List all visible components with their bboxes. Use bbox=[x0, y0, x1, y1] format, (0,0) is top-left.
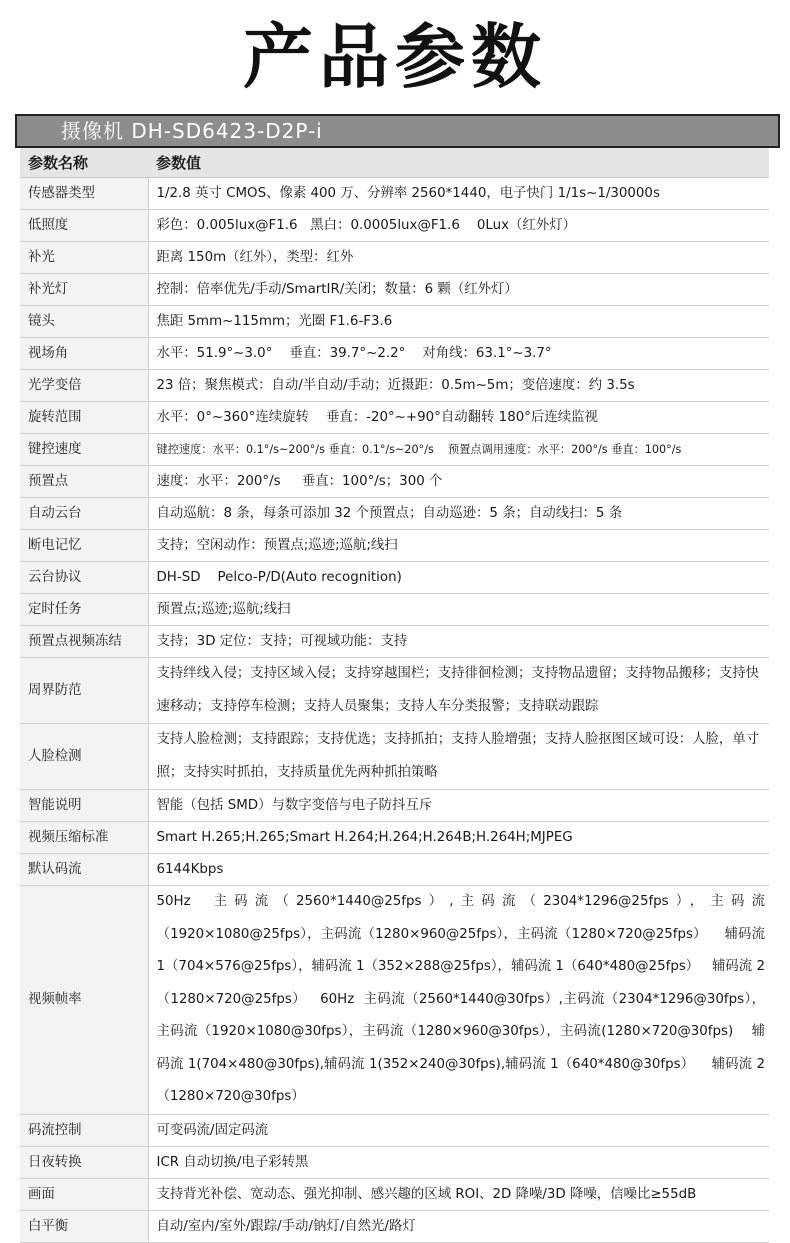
param-name: 补光灯 bbox=[20, 274, 148, 306]
param-value: 1/2.8 英寸 CMOS、像素 400 万、分辨率 2560*1440，电子快门 1/1s~1/30000s bbox=[148, 178, 769, 210]
table-row bbox=[20, 338, 769, 370]
table-row bbox=[20, 594, 769, 626]
table-row bbox=[20, 658, 769, 724]
table-row bbox=[20, 562, 769, 594]
table-row bbox=[20, 790, 769, 822]
param-name: 码流控制 bbox=[20, 1114, 148, 1146]
page-title: 产品参数 bbox=[243, 16, 547, 98]
param-name: 镜头 bbox=[20, 306, 148, 338]
header-param-value: 参数值 bbox=[148, 148, 769, 178]
param-value: 支持绊线入侵；支持区域入侵；支持穿越围栏；支持徘徊检测；支持物品遗留；支持物品搬移；支持快速移动；支持停车检测；支持人员聚集；支持人车分类报警；支持联动跟踪 bbox=[148, 658, 769, 724]
param-name: 传感器类型 bbox=[20, 178, 148, 210]
param-name: 预置点视频冻结 bbox=[20, 626, 148, 658]
param-name: 定时任务 bbox=[20, 594, 148, 626]
param-name: 智能说明 bbox=[20, 790, 148, 822]
param-name: 日夜转换 bbox=[20, 1146, 148, 1178]
param-name: 默认码流 bbox=[20, 854, 148, 886]
param-value: 支持；3D 定位：支持；可视域功能：支持 bbox=[148, 626, 769, 658]
param-value: 键控速度：水平：0.1°/s~200°/s 垂直：0.1°/s~20°/s 预置点调用速度：水平：200°/s 垂直：100°/s bbox=[148, 434, 769, 466]
param-name: 白平衡 bbox=[20, 1210, 148, 1242]
param-value: 彩色：0.005lux@F1.6 黑白：0.0005lux@F1.6 0Lux（红外灯） bbox=[148, 210, 769, 242]
param-value: 控制：倍率优先/手动/SmartIR/关闭；数量：6 颗（红外灯） bbox=[148, 274, 769, 306]
table-row bbox=[20, 626, 769, 658]
param-value: 预置点;巡迹;巡航;线扫 bbox=[148, 594, 769, 626]
param-name: 视频压缩标准 bbox=[20, 822, 148, 854]
param-name: 云台协议 bbox=[20, 562, 148, 594]
param-value: ICR 自动切换/电子彩转黑 bbox=[148, 1146, 769, 1178]
table-row bbox=[20, 306, 769, 338]
table-row bbox=[20, 822, 769, 854]
param-name: 键控速度 bbox=[20, 434, 148, 466]
table-row bbox=[20, 466, 769, 498]
param-value: 50Hz 主码流（2560*1440@25fps）,主码流（2304*1296@25fps），主码流（1920×1080@25fps），主码流（1280×960@25fps），主码流（1280×720@25fps） 辅码流 1（704×576@25fps），辅码流 1（352×288@25fps），辅码流 1（640*480@25fps） 辅码流 2（1280×720@25fps） 60Hz 主码流（2560*1440@30fps）,主码流（2304*1296@30fps），主码流（1920×1080@30fps），主码流（1280×960@30fps），主码流(1280×720@30fps) 辅码流 1(704×480@30fps),辅码流 1(352×240@30fps),辅码流 1（640*480@30fps） 辅码流 2（1280×720@30fps） bbox=[148, 886, 769, 1115]
table-row bbox=[20, 498, 769, 530]
param-name: 人脸检测 bbox=[20, 724, 148, 790]
table-row bbox=[20, 1210, 769, 1242]
param-value: 支持；空闲动作：预置点;巡迹;巡航;线扫 bbox=[148, 530, 769, 562]
param-value: 水平：0°~360°连续旋转 垂直：-20°~+90°自动翻转 180°后连续监视 bbox=[148, 402, 769, 434]
param-value: 距离 150m（红外），类型：红外 bbox=[148, 242, 769, 274]
table-row bbox=[20, 274, 769, 306]
param-value: DH-SD Pelco-P/D(Auto recognition) bbox=[148, 562, 769, 594]
param-name: 视场角 bbox=[20, 338, 148, 370]
param-name: 视频帧率 bbox=[20, 886, 148, 1115]
table-row bbox=[20, 1114, 769, 1146]
param-value: 支持人脸检测；支持跟踪；支持优选；支持抓拍；支持人脸增强；支持人脸抠图区域可设：人脸，单寸照；支持实时抓拍，支持质量优先两种抓拍策略 bbox=[148, 724, 769, 790]
param-name: 自动云台 bbox=[20, 498, 148, 530]
param-name: 周界防范 bbox=[20, 658, 148, 724]
table-row bbox=[20, 178, 769, 210]
model-banner: 摄像机 DH-SD6423-D2P-i bbox=[15, 114, 780, 148]
param-value: 可变码流/固定码流 bbox=[148, 1114, 769, 1146]
table-row bbox=[20, 530, 769, 562]
table-row bbox=[20, 210, 769, 242]
table-row bbox=[20, 402, 769, 434]
table-row bbox=[20, 724, 769, 790]
table-row bbox=[20, 1178, 769, 1210]
param-value: 自动/室内/室外/跟踪/手动/钠灯/自然光/路灯 bbox=[148, 1210, 769, 1242]
param-name: 低照度 bbox=[20, 210, 148, 242]
param-value: 速度：水平：200°/s 垂直：100°/s；300 个 bbox=[148, 466, 769, 498]
table-row bbox=[20, 886, 769, 1115]
param-value: 智能（包括 SMD）与数字变倍与电子防抖互斥 bbox=[148, 790, 769, 822]
param-name: 光学变倍 bbox=[20, 370, 148, 402]
table-row bbox=[20, 370, 769, 402]
param-name: 预置点 bbox=[20, 466, 148, 498]
param-name: 断电记忆 bbox=[20, 530, 148, 562]
spec-table bbox=[20, 148, 769, 1243]
param-value: 6144Kbps bbox=[148, 854, 769, 886]
param-name: 画面 bbox=[20, 1178, 148, 1210]
table-row bbox=[20, 434, 769, 466]
param-value: 23 倍；聚焦模式：自动/半自动/手动；近摄距：0.5m~5m；变倍速度：约 3.5s bbox=[148, 370, 769, 402]
param-value: Smart H.265;H.265;Smart H.264;H.264;H.264B;H.264H;MJPEG bbox=[148, 822, 769, 854]
param-value: 支持背光补偿、宽动态、强光抑制、感兴趣的区域 ROI、2D 降噪/3D 降噪，信噪比≥55dB bbox=[148, 1178, 769, 1210]
table-header-row bbox=[20, 148, 769, 178]
table-row bbox=[20, 854, 769, 886]
param-name: 补光 bbox=[20, 242, 148, 274]
header-param-name: 参数名称 bbox=[20, 148, 148, 178]
param-name: 旋转范围 bbox=[20, 402, 148, 434]
param-value: 自动巡航：8 条，每条可添加 32 个预置点；自动巡逊：5 条；自动线扫：5 条 bbox=[148, 498, 769, 530]
param-value: 水平：51.9°~3.0° 垂直：39.7°~2.2° 对角线：63.1°~3.7° bbox=[148, 338, 769, 370]
param-value: 焦距 5mm~115mm；光圈 F1.6-F3.6 bbox=[148, 306, 769, 338]
table-row bbox=[20, 242, 769, 274]
table-row bbox=[20, 1146, 769, 1178]
